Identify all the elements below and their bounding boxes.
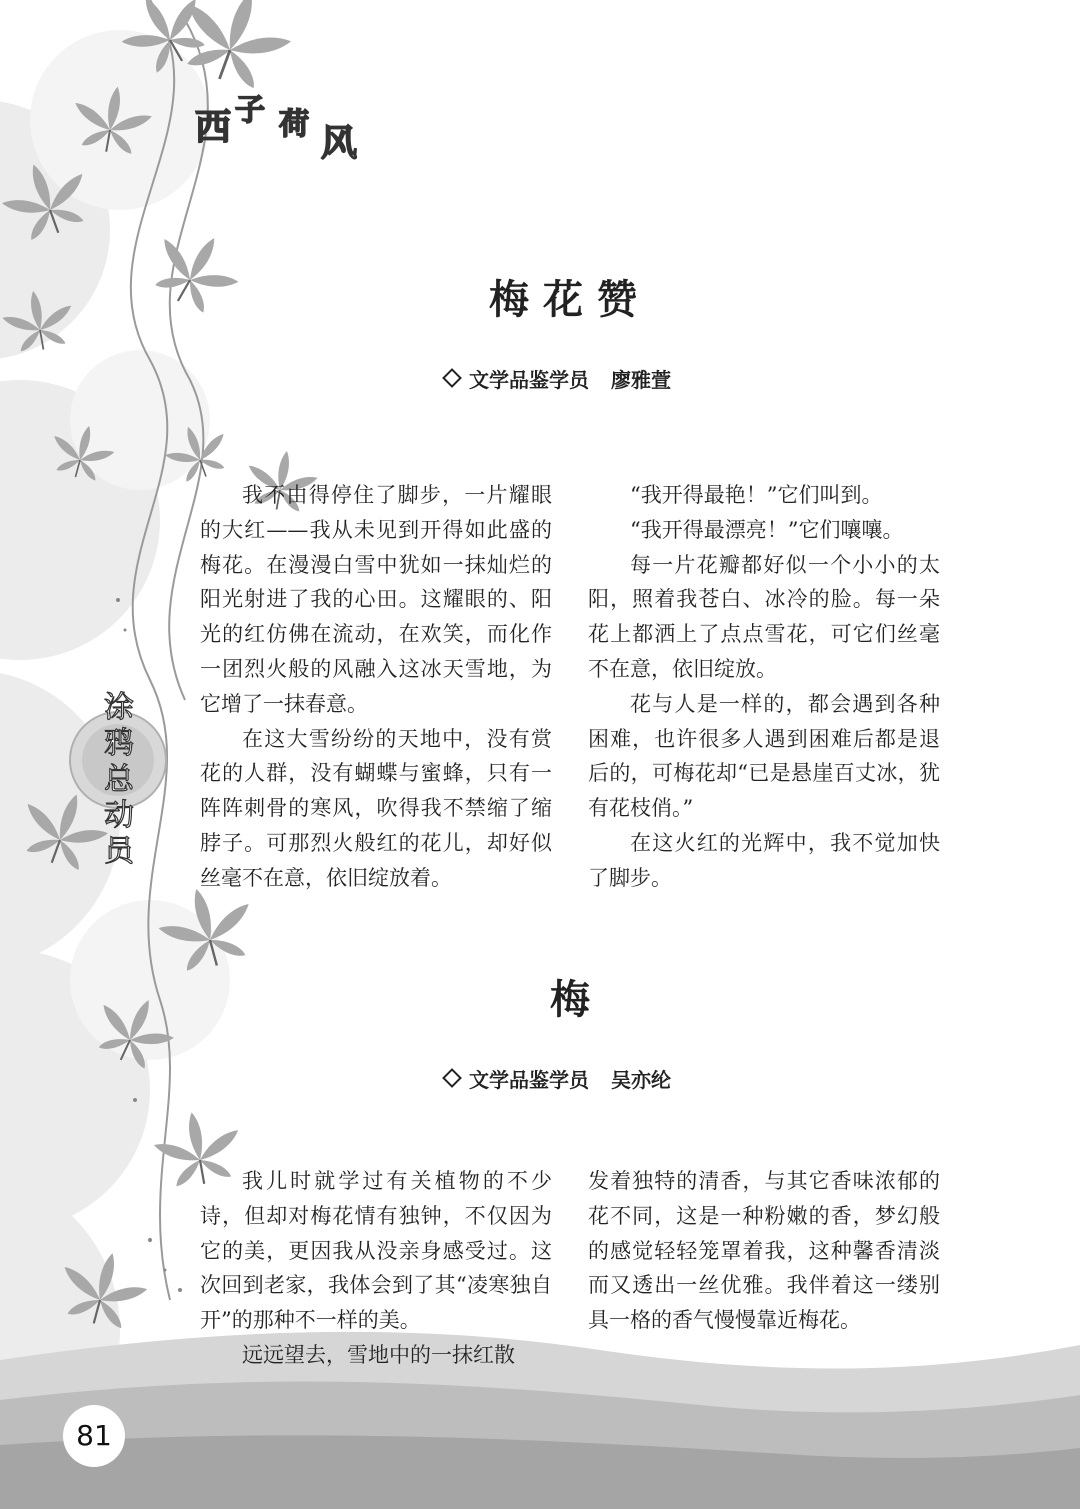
paragraph: 在这火红的光辉中，我不觉加快了脚步。	[588, 830, 940, 890]
article1-author-role: 文学品鉴学员	[469, 368, 589, 392]
article2-column-right	[588, 1164, 940, 1338]
article1-title: 梅花赞	[489, 277, 651, 323]
paragraph: 花与人是一样的，都会遇到各种困难，也许很多人遇到困难后都是退后的，可梅花却“已是悬崖百丈冰，犹有花枝俏。”	[588, 691, 940, 821]
paragraph: “我开得最艳！”它们叫到。	[630, 483, 883, 507]
side-char-3: 总	[104, 762, 134, 797]
paragraph: 在这大雪纷纷的天地中，没有赏花的人群，没有蝴蝶与蜜蜂，只有一阵阵刺骨的寒风，吹得我不禁缩了缩脖子。可那烈火般红的花儿，却好似丝毫不在意，依旧绽放着。	[200, 726, 552, 890]
paragraph: 发着独特的清香，与其它香味浓郁的花不同，这是一种粉嫩的香，梦幻般的感觉轻轻笼罩着我，这种馨香清淡而又透出一丝优雅。我伴着这一缕别具一格的香气慢慢靠近梅花。	[588, 1169, 940, 1333]
header-char-4: 风	[321, 123, 358, 164]
article1-column-right	[588, 478, 940, 896]
side-column-label	[96, 690, 142, 870]
side-char-4: 动	[104, 798, 134, 833]
paragraph: 我儿时就学过有关植物的不少诗，但却对梅花情有独钟，不仅因为它的美，更因我从没亲身感受过。这次回到老家，我体会到了其“凌寒独自开”的那种不一样的美。	[200, 1169, 552, 1333]
paragraph: 我不由得停住了脚步，一片耀眼的大红——我从未见到开得如此盛的梅花。在漫漫白雪中犹如一抹灿烂的阳光射进了我的心田。这耀眼的、阳光的红仿佛在流动，在欢笑，而化作一团烈火般的风融入这冰天雪地，为它增了一抹春意。	[200, 483, 552, 716]
paragraph: 每一片花瓣都好似一个小小的太阳，照着我苍白、冰冷的脸。每一朵花上都洒上了点点雪花，可它们丝毫不在意，依旧绽放。	[588, 552, 940, 681]
article1-author-name: 廖雅萱	[611, 368, 671, 392]
article2-column-left	[200, 1164, 552, 1373]
article2-title: 梅	[550, 977, 590, 1023]
side-char-1: 涂	[104, 690, 134, 725]
column-header	[195, 95, 395, 165]
diamond-bullet-icon	[442, 1068, 462, 1088]
side-char-2: 鸦	[104, 726, 134, 761]
article1-column-left	[200, 478, 552, 896]
diamond-bullet-icon	[442, 368, 462, 388]
header-char-1: 西	[195, 107, 232, 148]
article2-author-name: 吴亦纶	[611, 1068, 671, 1092]
article2-author-role: 文学品鉴学员	[469, 1068, 589, 1092]
article2-byline	[445, 1064, 671, 1093]
side-char-5: 员	[104, 834, 134, 869]
article1-byline	[445, 364, 671, 393]
paragraph: “我开得最漂亮！”它们嚷嚷。	[630, 517, 904, 542]
header-char-3: 荷	[279, 107, 309, 142]
page-number: 81	[63, 1405, 125, 1467]
paragraph: 远远望去，雪地中的一抹红散	[242, 1342, 515, 1367]
header-char-2: 子	[235, 93, 265, 128]
